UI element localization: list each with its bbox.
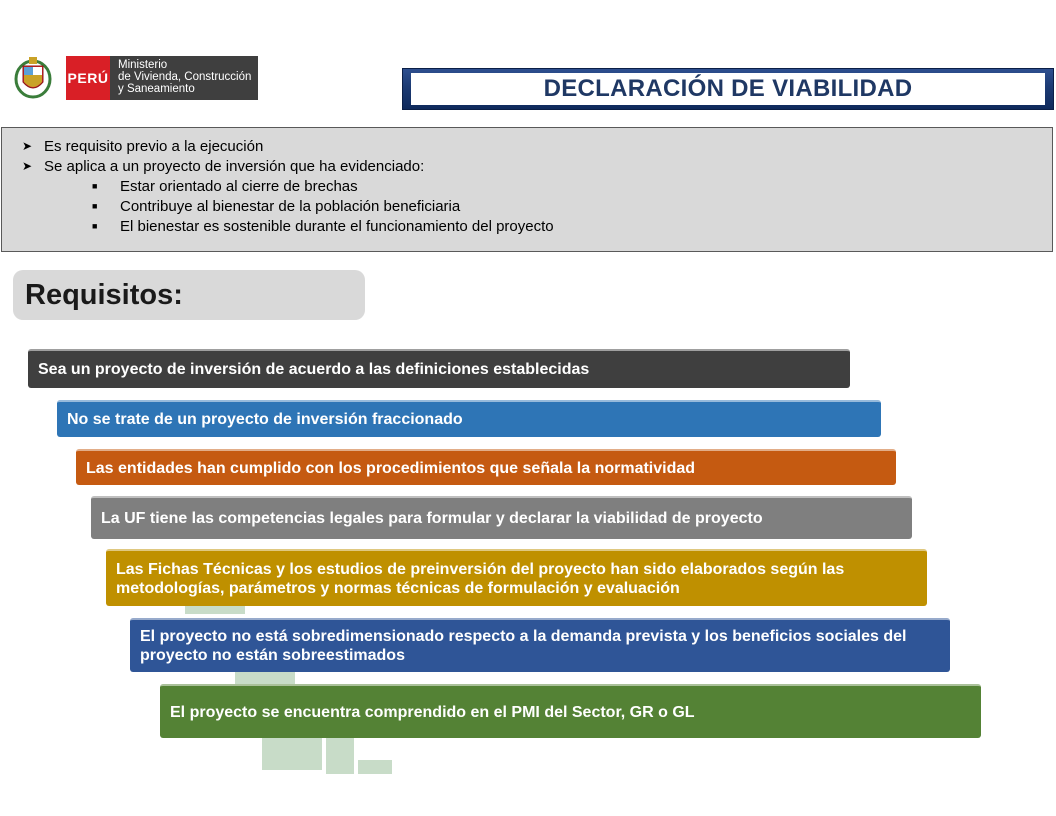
requirement-text: La UF tiene las competencias legales para formular y declarar la viabilidad de proyecto (101, 510, 763, 527)
requirement-bar (57, 400, 881, 437)
info-subitem (22, 196, 1052, 216)
info-box (1, 127, 1053, 252)
square-bullet-icon: ■ (92, 181, 98, 191)
info-item-text: Es requisito previo a la ejecución (44, 137, 264, 155)
requirement-bar (130, 618, 950, 672)
stair-step (235, 670, 295, 684)
ministry-line: y Saneamiento (118, 83, 195, 95)
title-banner (402, 68, 1054, 110)
square-bullet-icon: ■ (92, 221, 98, 231)
requirement-text: El proyecto no está sobredimensionado respecto a la demanda prevista y los beneficios sociales del proyecto no están sobreestimados (140, 628, 907, 664)
info-item (22, 136, 1052, 156)
info-subitem-text: Contribuye al bienestar de la población beneficiaria (120, 197, 461, 215)
info-item (22, 156, 1052, 176)
requirement-bar (160, 684, 981, 738)
stair-step (262, 738, 322, 770)
requirement-text: No se trate de un proyecto de inversión fraccionado (67, 411, 463, 428)
coat-of-arms-icon (12, 52, 54, 102)
requirement-text: Sea un proyecto de inversión de acuerdo a las definiciones establecidas (38, 361, 590, 378)
info-item-text: Se aplica a un proyecto de inversión que ha evidenciado: (44, 157, 425, 175)
info-subitem-text: Estar orientado al cierre de brechas (120, 177, 358, 195)
stair-step (326, 738, 354, 774)
requirement-bar (76, 449, 896, 485)
ministry-line: Ministerio (118, 59, 168, 71)
ministry-line: de Vivienda, Construcción (118, 71, 252, 83)
title-banner-inner (411, 73, 1045, 105)
requirement-bar (28, 349, 850, 388)
requirement-bar (91, 496, 912, 539)
peru-label: PERÚ (66, 56, 110, 100)
requirement-text: El proyecto se encuentra comprendido en el PMI del Sector, GR o GL (170, 703, 695, 721)
requirement-text: Las entidades han cumplido con los procedimientos que señala la normatividad (86, 459, 696, 477)
page-title: DECLARACIÓN DE VIABILIDAD (543, 75, 913, 102)
requisitos-heading: Requisitos: (13, 270, 365, 320)
requirement-text: Las Fichas Técnicas y los estudios de preinversión del proyecto han sido elaborados según las metodologías, parámetros y normas técnicas de formulación y evaluación (116, 560, 845, 597)
requirement-bar (106, 549, 927, 606)
ministry-name (110, 56, 258, 100)
arrow-bullet-icon: ➤ (22, 159, 33, 173)
stair-step (358, 760, 392, 774)
square-bullet-icon: ■ (92, 201, 98, 211)
info-subitem (22, 176, 1052, 196)
arrow-bullet-icon: ➤ (22, 139, 33, 153)
info-subitem-text: El bienestar es sostenible durante el funcionamiento del proyecto (120, 217, 554, 235)
ministry-logo (12, 52, 252, 102)
info-subitem (22, 216, 1052, 236)
